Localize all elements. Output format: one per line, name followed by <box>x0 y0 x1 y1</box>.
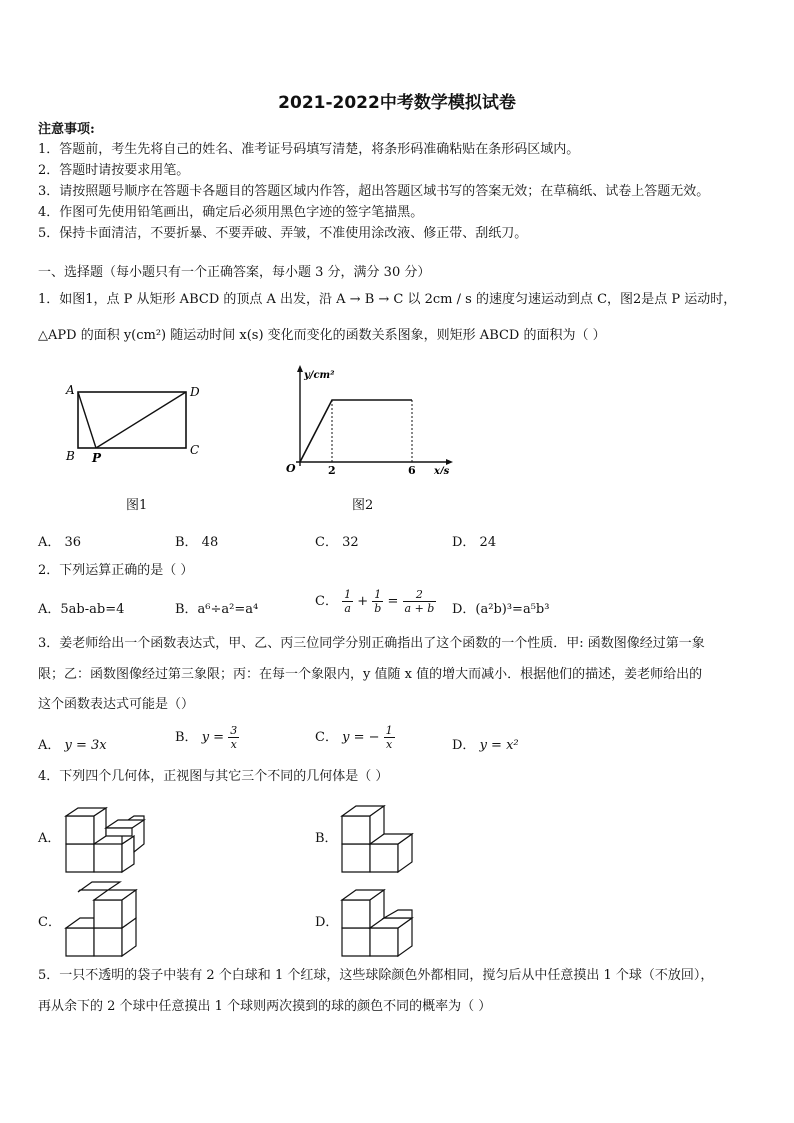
fraction <box>342 588 353 615</box>
label-d: D <box>190 385 200 399</box>
x-axis-label: x/s <box>434 466 450 474</box>
q1-fig2-caption: 图2 <box>352 498 374 513</box>
function-graph <box>300 400 412 462</box>
label-a: A <box>66 383 75 397</box>
expression: y = <box>201 730 225 745</box>
q1-figure1 <box>58 378 208 468</box>
note-item: 5．保持卡面清洁，不要折暴、不要弄破、弄皱，不准使用涂改液、修正带、刮纸刀。 <box>38 226 528 241</box>
q3-stem-line1: 3．姜老师给出一个函数表达式，甲、乙、丙三位同学分别正确指出了这个函数的一个性质．甲: 函数图像经过第一象 <box>38 636 705 651</box>
fraction <box>403 588 437 615</box>
q2-option-c[interactable] <box>315 588 436 615</box>
label-c: C <box>190 443 200 457</box>
x-axis-arrow <box>446 459 453 465</box>
y-axis-arrow <box>297 365 303 372</box>
notes-heading: 注意事项: <box>38 122 95 137</box>
expression: y = 3x <box>64 738 107 753</box>
numerator: 1 <box>344 588 352 601</box>
q2-option-d[interactable]: D．(a²b)³=a⁵b³ <box>452 602 550 617</box>
label-p: P <box>92 451 102 465</box>
numerator: 1 <box>372 588 383 602</box>
q5-stem-line1: 5．一只不透明的袋子中装有 2 个白球和 1 个红球，这些球除颜色外都相同，搅匀后从中任意摸出 1 个球（不放回）， <box>38 968 714 983</box>
numerator: 1 <box>385 724 393 737</box>
q4-option-c-label[interactable]: C． <box>38 915 61 930</box>
origin-label: O <box>286 462 296 474</box>
note-item: 2．答题时请按要求用笔。 <box>38 163 190 178</box>
denominator: b <box>374 602 382 615</box>
fraction <box>372 588 383 615</box>
q4-option-b-label[interactable]: B． <box>315 831 338 846</box>
q4-solid-d[interactable] <box>340 880 430 960</box>
numerator: 2 <box>403 588 437 602</box>
q1-fig1-caption: 图1 <box>126 498 148 513</box>
denominator: a + b <box>404 602 435 615</box>
denominator: x <box>386 738 393 751</box>
q3-option-b[interactable] <box>175 724 239 751</box>
note-item: 3．请按照题号顺序在答题卡各题目的答题区域内作答，超出答题区域书写的答案无效；在草稿纸、试卷上答题无效。 <box>38 184 710 199</box>
x-tick-6: 6 <box>408 464 416 474</box>
q1-stem-line2: △APD 的面积 y(cm²) 随运动时间 x(s) 变化而变化的函数关系图象，则矩形 ABCD 的面积为（ ） <box>38 328 606 343</box>
equals-sign: = <box>387 594 399 609</box>
q2-option-c-label: C． <box>315 594 338 609</box>
option-label: D． <box>452 738 476 753</box>
y-axis-label: y/cm² <box>304 370 335 381</box>
q1-option-a[interactable]: A． 36 <box>38 535 82 550</box>
numerator: 3 <box>230 724 238 737</box>
option-label: A． <box>38 738 61 753</box>
q3-stem-line2: 限；乙：函数图像经过第三象限；丙：在每一个象限内，y 值随 x 值的增大而减小．根据他们的描述，姜老师给出的 <box>38 667 703 682</box>
rectangle-abcd <box>78 392 186 448</box>
segment-ap <box>78 392 96 448</box>
q1-option-b[interactable]: B． 48 <box>175 535 219 550</box>
q4-stem: 4．下列四个几何体，正视图与其它三个不同的几何体是（ ） <box>38 769 389 784</box>
q2-option-b[interactable]: B．a⁶÷a²=a⁴ <box>175 602 259 617</box>
q4-solid-a[interactable] <box>64 796 154 876</box>
expression: y = − <box>342 730 380 745</box>
fraction <box>384 724 395 751</box>
q3-option-a[interactable] <box>38 734 107 753</box>
q3-stem-line3: 这个函数表达式可能是（） <box>38 697 195 712</box>
q1-stem-line1: 1．如图1，点 P 从矩形 ABCD 的顶点 A 出发，沿 A → B → C 以 2cm / s 的速度匀速运动到点 C，图2是点 P 运动时， <box>38 292 737 307</box>
option-label: B． <box>175 730 198 745</box>
q3-option-c[interactable] <box>315 724 395 751</box>
page-title: 2021-2022中考数学模拟试卷 <box>278 93 516 113</box>
q1-figure2 <box>270 362 460 474</box>
q4-option-d-label[interactable]: D． <box>315 915 339 930</box>
q1-option-c[interactable]: C． 32 <box>315 535 359 550</box>
q2-stem: 2．下列运算正确的是（ ） <box>38 563 194 578</box>
plus-sign: + <box>357 594 369 609</box>
note-item: 1．答题前，考生先将自己的姓名、准考证号码填写清楚，将条形码准确粘贴在条形码区域内。 <box>38 142 580 157</box>
note-item: 4．作图可先使用铅笔画出，确定后必须用黑色字迹的签字笔描黑。 <box>38 205 424 220</box>
section-heading: 一、选择题（每小题只有一个正确答案，每小题 3 分，满分 30 分） <box>38 265 431 280</box>
q5-stem-line2: 再从余下的 2 个球中任意摸出 1 个球则两次摸到的球的颜色不同的概率为（ ） <box>38 999 492 1014</box>
denominator: x <box>230 738 237 751</box>
fraction <box>228 724 239 751</box>
q2-option-a[interactable]: A．5ab-ab=4 <box>38 602 125 617</box>
q1-option-d[interactable]: D． 24 <box>452 535 497 550</box>
q3-option-d[interactable] <box>452 734 519 753</box>
q4-solid-c[interactable] <box>64 880 154 960</box>
option-label: C． <box>315 730 338 745</box>
label-b: B <box>66 449 75 463</box>
q4-option-a-label[interactable]: A． <box>38 831 61 846</box>
expression: y = x² <box>479 738 519 753</box>
q4-solid-b[interactable] <box>340 796 430 876</box>
segment-pd <box>96 392 186 448</box>
x-tick-2: 2 <box>328 464 336 474</box>
denominator: a <box>344 602 351 615</box>
